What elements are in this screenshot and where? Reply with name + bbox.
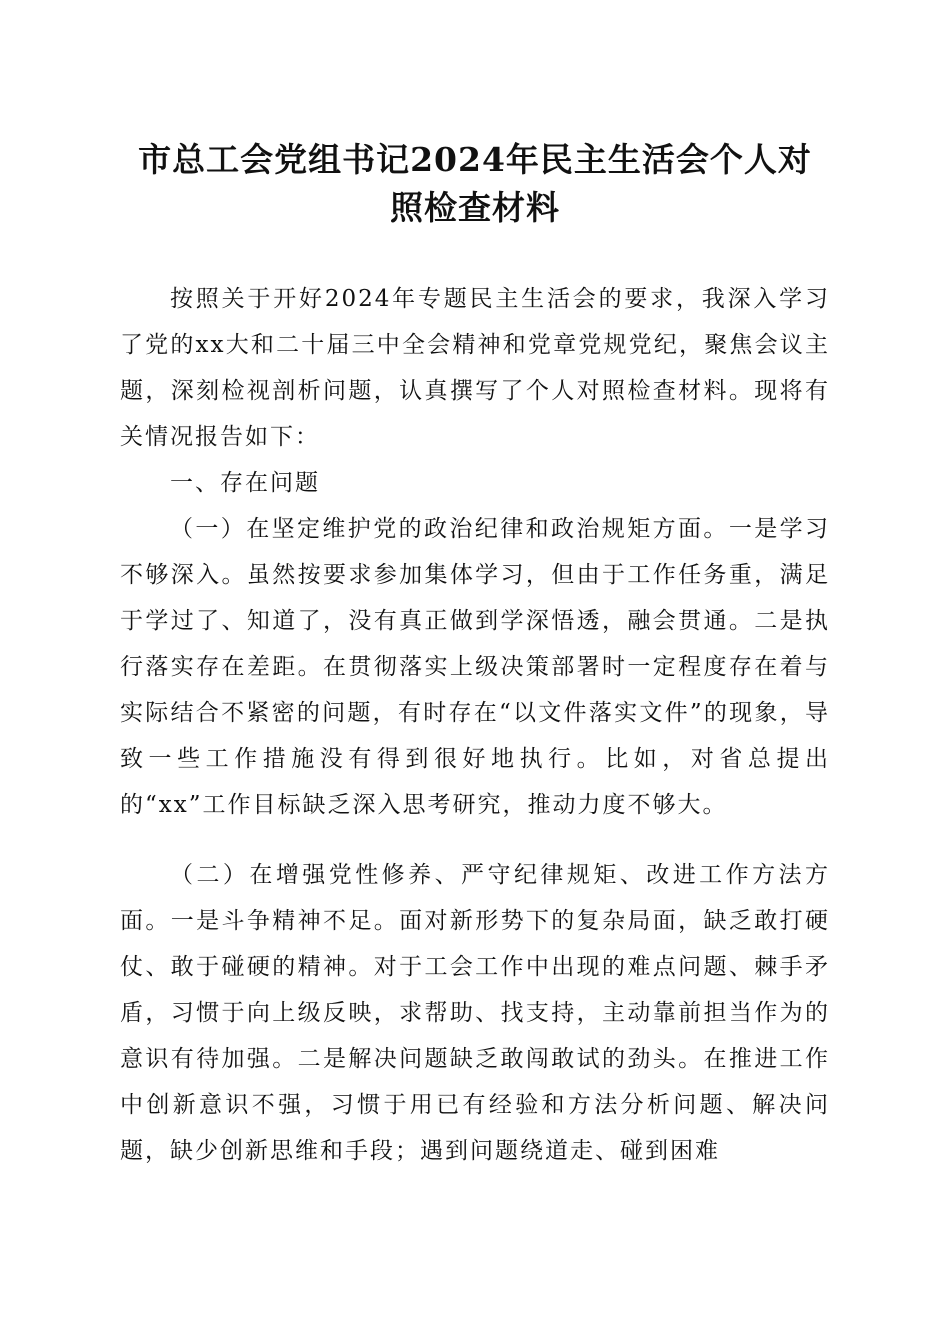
- title-line-1: 市总工会党组书记2024年民主生活会个人对: [138, 140, 812, 179]
- title-line-2: 照检查材料: [390, 188, 560, 227]
- paragraph-1: [120, 506, 830, 828]
- paragraph-1-body: 一是学习不够深入。虽然按要求参加集体学习，但由于工作任务重，满足于学过了、知道了，没有真正做到学深悟透，融会贯通。二是执行落实存在差距。在贯彻落实上级决策部署时一定程度存在着与实际结合不紧密的问题，有时存在“以文件落实文件”的现象，导致一些工作措施没有得到很好地执行。比如，对省总提出的“xx”工作目标缺乏深入思考研究，推动力度不够大。: [120, 516, 831, 818]
- paragraph-2-body: 一是斗争精神不足。面对新形势下的复杂局面，缺乏敢打硬仗、敢于碰硬的精神。对于工会工作中出现的难点问题、棘手矛盾，习惯于向上级反映，求帮助、找支持，主动靠前担当作为的意识有待加强。二是解决问题缺乏敢闯敢试的劲头。在推进工作中创新意识不强，习惯于用已有经验和方法分析问题、解决问题，缺少创新思维和手段；遇到问题绕道走、碰到困难: [120, 908, 831, 1164]
- paragraph-2-lead: （二）在增强党性修养、严守纪律规矩、改进工作方法方面。: [120, 862, 830, 934]
- paragraph-1-lead: （一）在坚定维护党的政治纪律和政治规矩方面。: [170, 516, 729, 542]
- intro-paragraph: 按照关于开好2024年专题民主生活会的要求，我深入学习了党的xx大和二十届三中全会精神和党章党规党纪，聚焦会议主题，深刻检视剖析问题，认真撰写了个人对照检查材料。现将有关情况报告如下：: [120, 286, 830, 450]
- document-title: [120, 136, 830, 232]
- section-heading: 一、存在问题: [170, 470, 320, 496]
- paragraph-2: [120, 852, 830, 1174]
